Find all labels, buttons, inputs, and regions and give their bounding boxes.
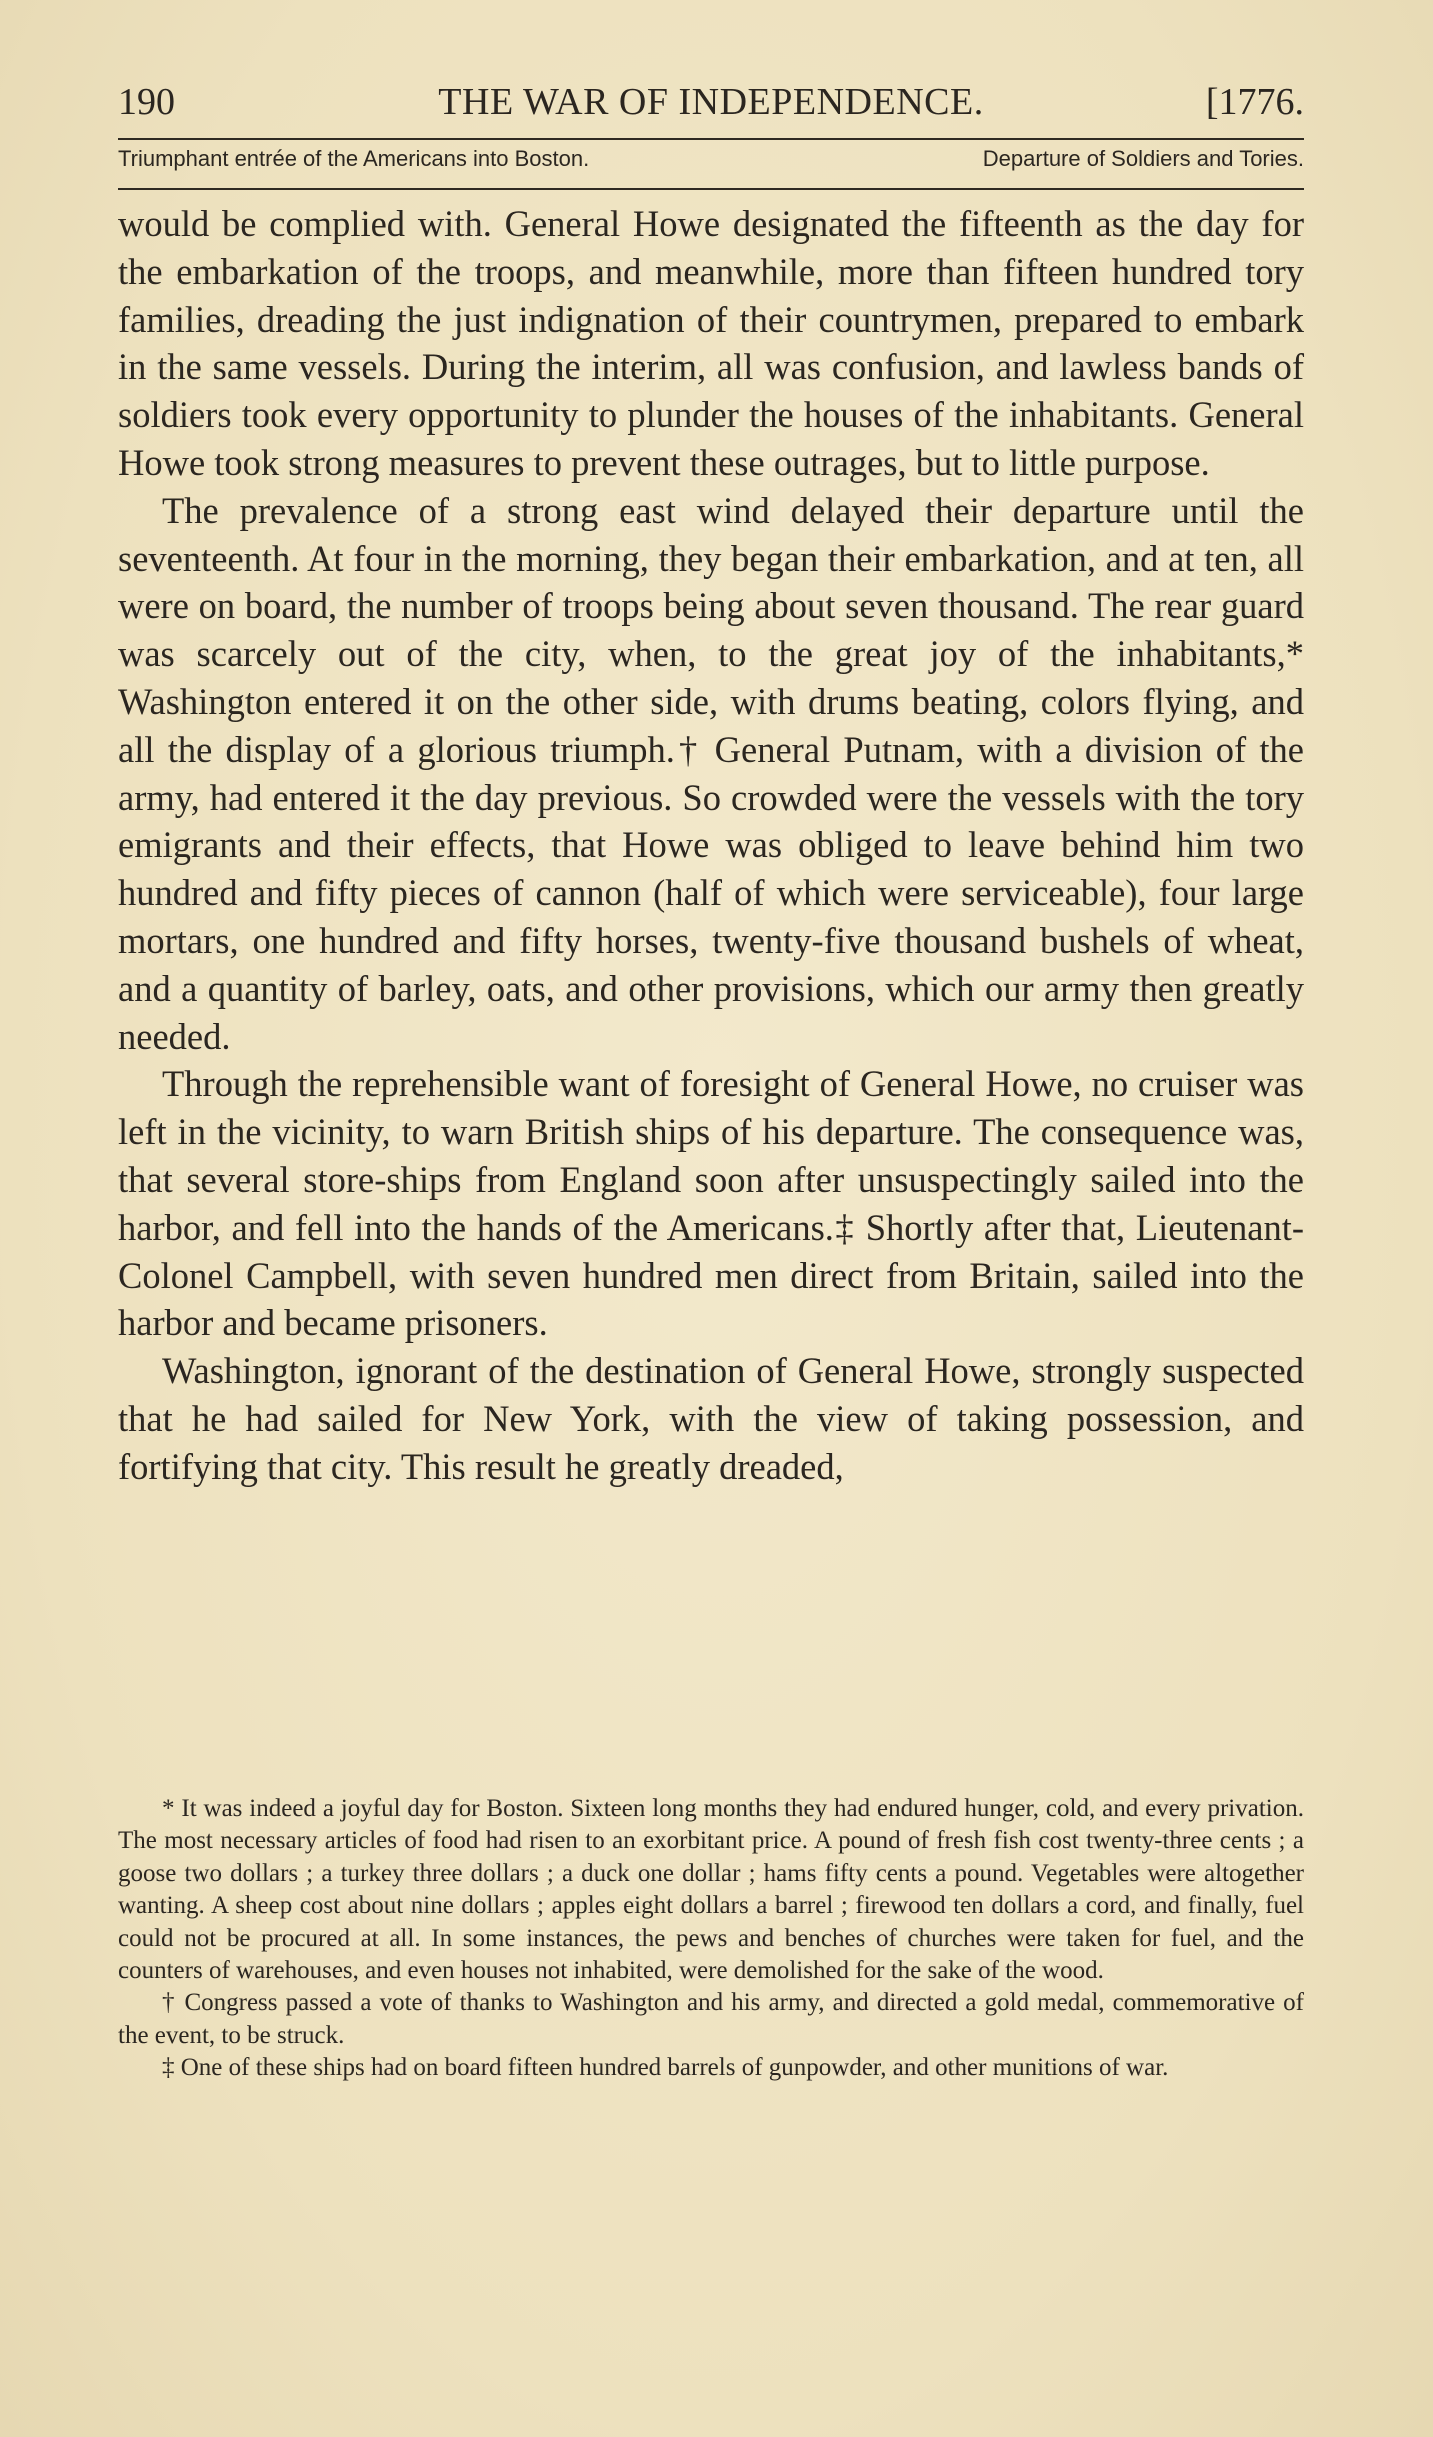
subheader-rule xyxy=(118,188,1304,190)
running-year: [1776. xyxy=(1205,81,1304,123)
body-text xyxy=(118,200,1304,1491)
body-paragraph: Through the reprehensible want of foresight of General Howe, no cruiser was left in the vicinity, to warn British ships of his departure. The consequence was, that several store-ships from England soon after unsuspectingly sailed into the harbor, and fell into the hands of the Americans.‡ Shortly after that, Lieutenant-Colonel Campbell, with seven hundred men direct from Britain, sailed into the harbor and became prisoners. xyxy=(118,1063,1304,1344)
subheader-left: Triumphant entrée of the Americans into Boston. xyxy=(118,146,590,171)
page-number: 190 xyxy=(118,81,175,123)
body-paragraph: The prevalence of a strong east wind delayed their departure until the seventeenth. At four in the morning, they began their embarkation, and at ten, all were on board, the number of troops being about seven thousand. The rear guard was scarcely out of the city, when, to the great joy of the inhabitants,* Washington entered it on the other side, with drums beating, colors flying, and all the display of a glorious triumph.† General Putnam, with a division of the army, had entered it the day previous. So crowded were the vessels with the tory emigrants and their effects, that Howe was obliged to leave behind him two hundred and fifty pieces of cannon (half of which were serviceable), four large mortars, one hundred and fifty horses, twenty-five thousand bushels of wheat, and a quantity of barley, oats, and other provisions, which our army then greatly needed. xyxy=(118,489,1304,1057)
footnote: * It was indeed a joyful day for Boston. Sixteen long months they had endured hunger, cold, and every privation. The most necessary articles of food had risen to an exorbitant price. A pound of fresh fish cost twenty-three cents ; a goose two dollars ; a turkey three dollars ; a duck one dollar ; hams fifty cents a pound. Vegetables were altogether wanting. A sheep cost about nine dollars ; apples eight dollars a barrel ; firewood ten dollars a cord, and finally, fuel could not be procured at all. In some instances, the pews and benches of churches were taken for fuel, and the counters of warehouses, and even houses not inhabited, were demolished for the sake of the wood. xyxy=(118,1795,1304,1985)
running-title: THE WAR OF INDEPENDENCE. xyxy=(438,81,984,123)
footnotes xyxy=(118,1793,1304,2085)
body-paragraph: Washington, ignorant of the destination of General Howe, strongly suspected that he had sailed for New York, with the view of taking possession, and fortifying that city. This result he greatly dreaded, xyxy=(118,1350,1304,1487)
header-rule xyxy=(118,138,1304,140)
footnote: † Congress passed a vote of thanks to Washington and his army, and directed a gold medal, commemorative of the event, to be struck. xyxy=(118,1989,1304,2049)
subheader-right: Departure of Soldiers and Tories. xyxy=(982,146,1304,171)
section-subheader xyxy=(118,146,1304,182)
running-head xyxy=(118,80,1304,136)
footnote: ‡ One of these ships had on board fifteen hundred barrels of gunpowder, and other munitions of war. xyxy=(162,2054,1169,2082)
body-paragraph: would be complied with. General Howe designated the fifteenth as the day for the embarkation of the troops, and meanwhile, more than fifteen hundred tory families, dreading the just indignation of their countrymen, prepared to embark in the same vessels. During the interim, all was confusion, and lawless bands of soldiers took every opportunity to plunder the houses of the inhabitants. General Howe took strong measures to prevent these outrages, but to little purpose. xyxy=(118,203,1304,483)
